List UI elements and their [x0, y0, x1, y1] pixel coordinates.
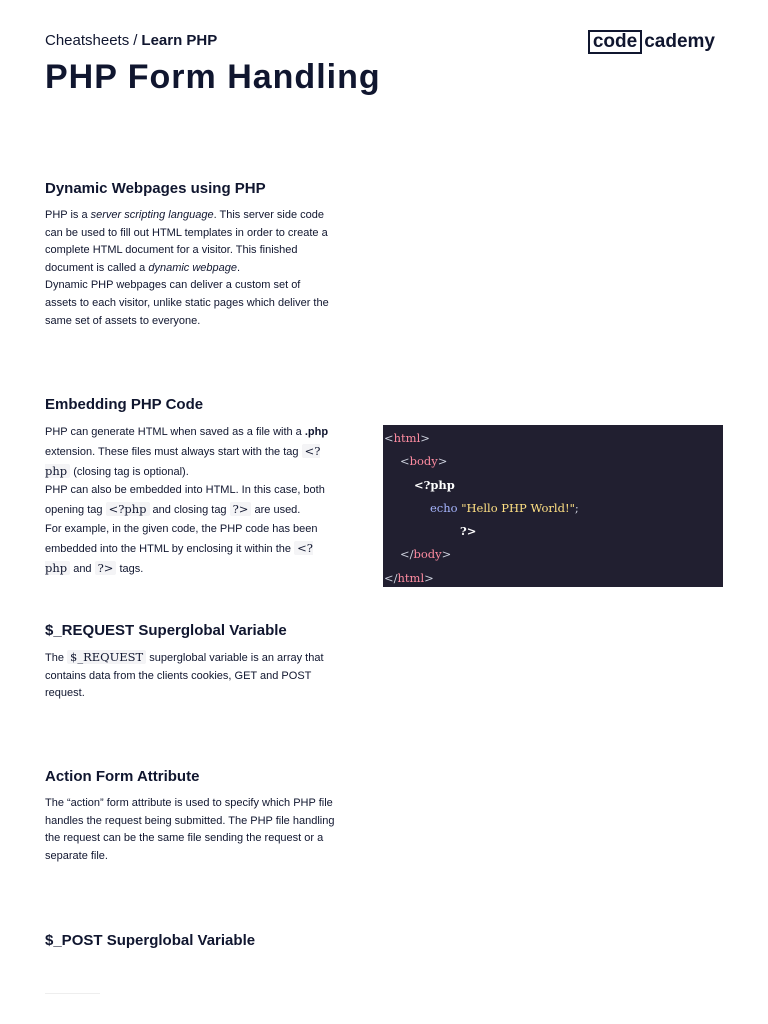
- emphasis-text: dynamic webpage: [148, 261, 238, 274]
- section-body: [45, 423, 335, 578]
- code-tag: html: [393, 431, 421, 445]
- inline-code: <?php: [45, 443, 321, 478]
- text: For example, in the given code, the PHP code has been embedded into the HTML by enclosing it within the: [45, 522, 318, 555]
- text: Dynamic PHP webpages can deliver a custom set of assets to each visitor, unlike static pages which deliver the same set of assets to everyone.: [45, 279, 329, 327]
- section-dynamic-webpages: [45, 180, 335, 330]
- inline-code: $_REQUEST: [67, 650, 146, 664]
- code-punct: >: [437, 454, 448, 469]
- code-keyword: echo: [430, 500, 458, 515]
- text: . This server side code can be used to fill out HTML templates in order to create a complete HTML document for a visitor. This finished document is called a: [45, 209, 328, 274]
- section-body: [45, 649, 335, 703]
- code-tag: html: [397, 570, 425, 585]
- text: PHP is a: [45, 209, 91, 221]
- code-line-4: [384, 497, 723, 520]
- text: and closing tag: [149, 504, 230, 517]
- code-php-close: ?>: [460, 524, 477, 539]
- section-title: $_POST Superglobal Variable: [45, 932, 256, 949]
- section-request-superglobal: [45, 622, 335, 703]
- section-title: $_REQUEST Superglobal Variable: [45, 622, 287, 639]
- section-post-superglobal: [45, 932, 335, 959]
- code-line-1: [384, 427, 723, 450]
- code-php-open: <?php: [414, 477, 455, 492]
- code-punct: >: [441, 547, 452, 562]
- code-punct: </: [400, 547, 414, 562]
- breadcrumb-link-cheatsheets[interactable]: Cheatsheets: [45, 32, 130, 49]
- section-body: The “action” form attribute is used to specify which PHP file handles the request being submitted. The PHP file handling the request can be the same file sending the request or a separate file.: [45, 797, 335, 862]
- code-punct: >: [420, 431, 430, 445]
- breadcrumb: [45, 32, 217, 49]
- text: and: [70, 562, 95, 575]
- section-title: Dynamic Webpages using PHP: [45, 180, 266, 197]
- section-body: [45, 207, 335, 330]
- text: PHP can also be embedded into HTML. In this case, both opening tag: [45, 484, 325, 517]
- inline-code: <?php: [106, 502, 150, 516]
- section-title: Embedding PHP Code: [45, 396, 204, 413]
- code-punct: <: [400, 454, 410, 469]
- text: The: [45, 652, 68, 664]
- text: are used.: [251, 504, 301, 517]
- emphasis-text: server scripting language: [90, 209, 214, 221]
- codecademy-logo[interactable]: [588, 30, 715, 54]
- section-embedding-php: [45, 396, 335, 578]
- code-punct: <: [384, 431, 394, 445]
- logo-cademy-text: cademy: [644, 31, 715, 52]
- inline-code: <?php: [45, 540, 313, 575]
- code-punct: </: [384, 570, 398, 585]
- text: superglobal variable is an array that contains data from the clients cookies, GET and POST request.: [45, 652, 324, 700]
- breadcrumb-link-learn-php[interactable]: Learn PHP: [141, 32, 218, 49]
- inline-code: ?>: [95, 561, 117, 575]
- logo-code-box: code: [588, 30, 642, 54]
- bold-text: .php: [304, 426, 329, 438]
- code-line-7: [384, 567, 723, 590]
- code-string: "Hello PHP World!": [461, 500, 575, 515]
- code-line-2: [384, 450, 723, 473]
- text: (closing tag is optional).: [70, 465, 189, 478]
- section-title: Action Form Attribute: [45, 768, 200, 785]
- inline-code: ?>: [230, 502, 252, 516]
- page-title: PHP Form Handling: [45, 58, 381, 96]
- text: .: [237, 261, 241, 274]
- breadcrumb-separator: /: [133, 32, 138, 49]
- code-line-6: [384, 543, 723, 566]
- code-tag: body: [409, 454, 438, 469]
- text: extension. These files must always start with the tag: [45, 445, 302, 458]
- section-action-attribute: [45, 768, 335, 865]
- code-punct: >: [424, 570, 434, 585]
- code-punct: ;: [574, 500, 579, 515]
- code-tag: body: [413, 547, 442, 562]
- text: PHP can generate HTML when saved as a file with a: [45, 426, 305, 438]
- divider: [45, 993, 100, 994]
- text: tags.: [116, 562, 144, 575]
- code-example-block: [383, 425, 723, 587]
- code-line-3: [384, 474, 723, 497]
- code-line-5: [384, 520, 723, 543]
